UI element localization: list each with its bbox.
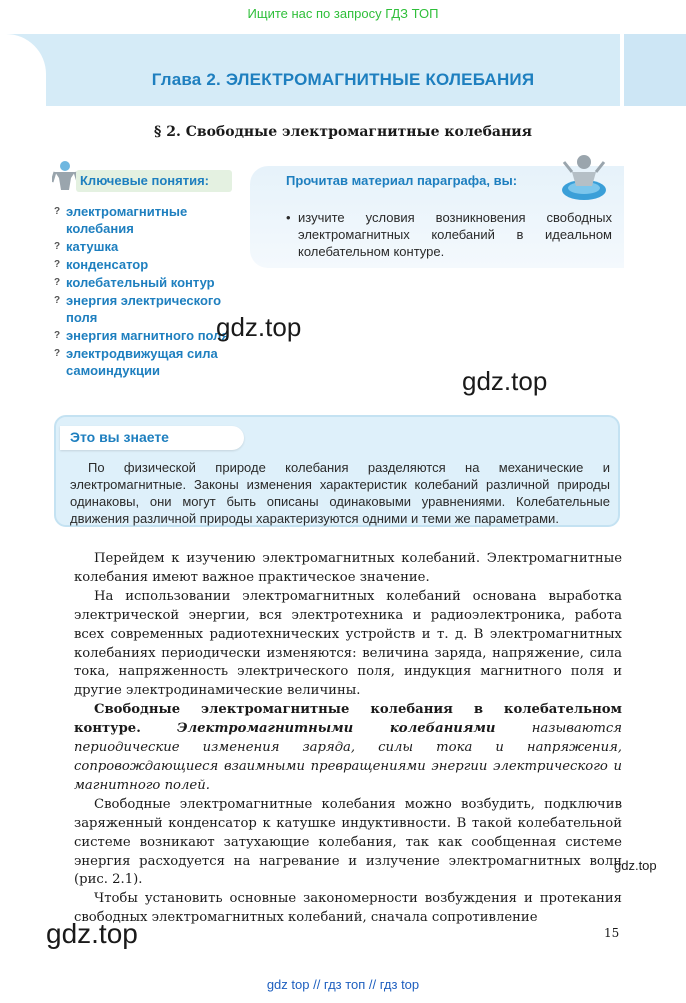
top-banner: Ищите нас по запросу ГДЗ ТОП <box>247 6 439 21</box>
you-know-text: По физической природе колебания разделяются на механические и электромагнитные. Законы изменения характеристик колебаний различной природы одинаковы, они могут быть описаны одинаковыми уравнениями. Колебательные движения различной природы характеризуются одними и теми же параметрами. <box>70 460 610 526</box>
objectives-title: Прочитав материал параграфа, вы: <box>286 173 518 188</box>
bullet-icon: • <box>286 210 291 225</box>
bullet-icon: ? <box>54 295 61 306</box>
key-concepts-label: Ключевые понятия: <box>76 170 232 192</box>
list-item: ? электромагнитные колебания <box>54 204 188 236</box>
main-text <box>74 550 622 928</box>
definition: называются периодические изменения заряда, силы тока и напряжения, сопровождающиеся взаимными превращениями энергии электрического и магнитного полей. <box>74 721 622 793</box>
list-item: ? колебательный контур <box>54 275 215 290</box>
person-icon <box>52 160 78 192</box>
term: Электромагнитными колебаниями <box>177 721 496 737</box>
objectives-text: • изучите условия возникновения свободных электромагнитных колебаний в идеальном колебательном контуре. <box>286 210 612 259</box>
footer-links: gdz top // гдз топ // гдз top <box>266 977 420 992</box>
section-title: § 2. Свободные электромагнитные колебания <box>154 124 532 140</box>
list-item: ? электродвижущая сила самоиндукции <box>54 346 218 378</box>
watermark: gdz.top <box>614 858 657 873</box>
bullet-icon: ? <box>54 259 61 270</box>
list-item: ? конденсатор <box>54 257 149 272</box>
list-item: ? энергия электрического поля <box>54 293 222 325</box>
paragraph <box>74 701 622 796</box>
watermark: gdz.top <box>46 918 138 949</box>
you-know-title: Это вы знаете <box>70 429 169 445</box>
chapter-title: Глава 2. ЭЛЕКТРОМАГНИТНЫЕ КОЛЕБАНИЯ <box>151 70 535 89</box>
paragraph: Перейдем к изучению электромагнитных колебаний. Электромагнитные колебания имеют важное практическое значение. <box>74 551 622 585</box>
watermark: gdz.top <box>216 312 302 342</box>
bullet-icon: ? <box>54 206 61 217</box>
key-concepts-list <box>54 203 254 380</box>
bullet-icon: ? <box>54 241 61 252</box>
page-number: 15 <box>604 926 620 940</box>
list-item: ? энергия магнитного поля <box>54 328 230 343</box>
paragraph: Чтобы установить основные закономерности возбуждения и протекания свободных электромагнитных колебаний, сначала сопротивление <box>74 891 622 926</box>
bullet-icon: ? <box>54 330 61 341</box>
list-item: ? катушка <box>54 239 119 254</box>
bullet-icon: ? <box>54 348 61 359</box>
paragraph: Свободные электромагнитные колебания можно возбудить, подключив заряженный конденсатор к катушке индуктивности. В такой колебательной системе возникают затухающие колебания, так как сообщенная системе энергия расходуется на нагревание и излучение электромагнитных волн (рис. 2.1). <box>74 796 622 888</box>
paragraph: На использовании электромагнитных колебаний основана выработка электрической энергии, вся электротехника и радиоэлектроника, работа всех современных радиотехнических устройств и т. д. В электромагнитных колебаниях периодически изменяются: величина заряда, напряжение, сила тока, напряженность электрического поля, индукция магнитного поля и другие электродинамические величины. <box>74 588 622 699</box>
paragraph-heading: Свободные электромагнитные колебания в колебательном контуре. <box>74 702 622 737</box>
reader-icon <box>558 150 608 204</box>
watermark: gdz.top <box>462 366 548 396</box>
bullet-icon: ? <box>54 277 61 288</box>
